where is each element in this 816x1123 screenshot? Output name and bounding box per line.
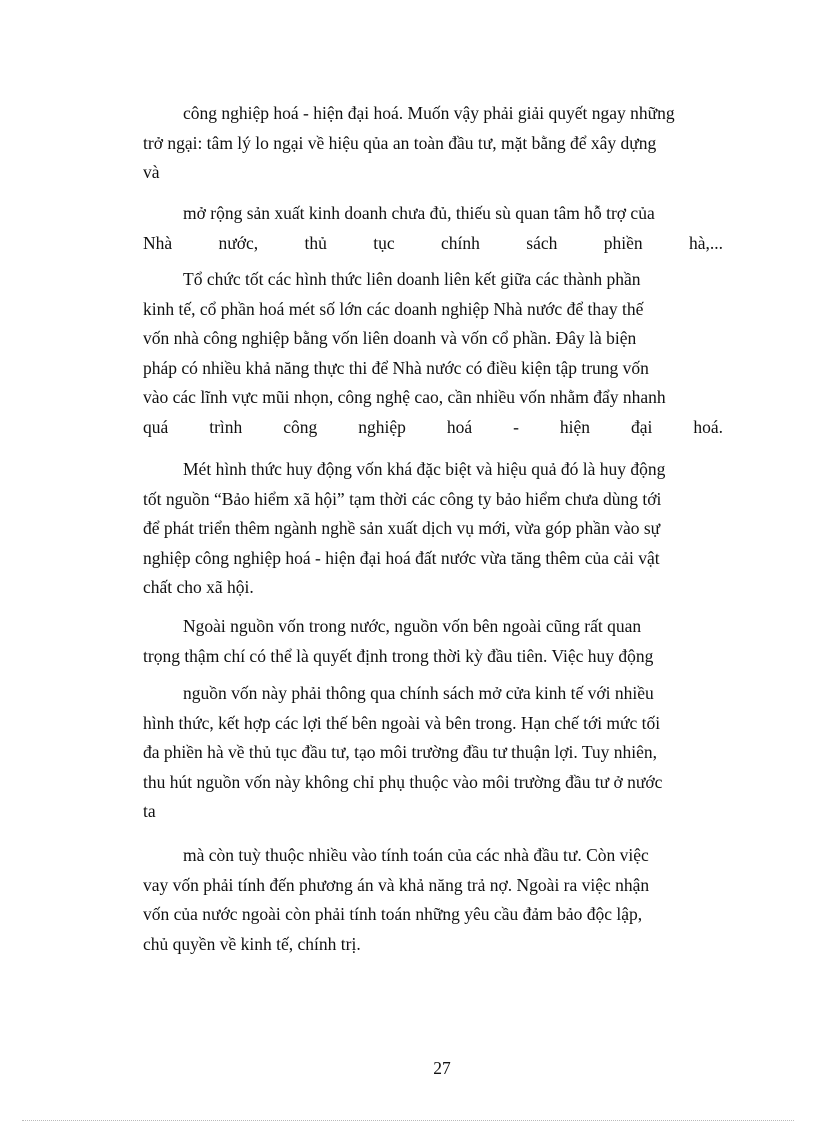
page-number: 27 [433, 1058, 451, 1078]
text-line: đa phiền hà về thủ tục đầu tư, tạo môi trường đầu tư thuận lợi. Tuy nhiên, [143, 742, 658, 762]
text-line: mở rộng sản xuất kinh doanh chưa đủ, thiếu sù quan tâm hỗ trợ của [183, 203, 655, 223]
text-line: ta [143, 801, 156, 821]
text-line: nghiệp công nghiệp hoá - hiện đại hoá đất nước vừa tăng thêm của cải vật [143, 547, 660, 568]
text-line: thu hút nguồn vốn này không chỉ phụ thuộc vào môi trường đầu tư ở nước [143, 771, 663, 792]
text-line: Tổ chức tốt các hình thức liên doanh liên kết giữa các thành phần [183, 269, 641, 289]
paragraph-3 [143, 265, 723, 442]
paragraph-6 [143, 679, 723, 827]
paragraph-5 [143, 612, 723, 671]
text-line: nguồn vốn này phải thông qua chính sách mở cửa kinh tế với nhiều [183, 683, 654, 703]
text-line: quá trình công nghiệp hoá - hiện đại hoá. [143, 416, 723, 437]
text-line: hình thức, kết hợp các lợi thế bên ngoài và bên trong. Hạn chế tới mức tối [143, 712, 661, 733]
text-line: Ngoài nguồn vốn trong nước, nguồn vốn bên ngoài cũng rất quan [183, 616, 642, 636]
text-line: chủ quyền về kinh tế, chính trị. [143, 933, 361, 954]
text-line: chất cho xã hội. [143, 577, 254, 597]
paragraph-2 [143, 199, 723, 258]
paragraph-7 [143, 841, 723, 959]
text-line: trở ngại: tâm lý lo ngại về hiệu qủa an toàn đầu tư, mặt bằng để xây dựng [143, 132, 657, 153]
paragraph-4 [143, 455, 723, 603]
text-line: Mét hình thức huy động vốn khá đặc biệt và hiệu quả đó là huy động [183, 459, 666, 479]
text-line: vốn nhà công nghiệp bằng vốn liên doanh và vốn cổ phần. Đây là biện [143, 328, 637, 348]
text-line: vào các lĩnh vực mũi nhọn, công nghệ cao, cần nhiều vốn nhằm đẩy nhanh [143, 387, 666, 407]
text-line: tốt nguồn “Bảo hiểm xã hội” tạm thời các công ty bảo hiểm chưa dùng tới [143, 488, 662, 509]
text-line: mà còn tuỳ thuộc nhiều vào tính toán của các nhà đầu tư. Còn việc [183, 845, 649, 865]
paragraph-1 [143, 99, 723, 188]
text-line: và [143, 162, 160, 182]
text-line: vốn của nước ngoài còn phải tính toán những yêu cầu đảm bảo độc lập, [143, 904, 643, 924]
text-line: Nhà nước, thủ tục chính sách phiền hà,... [143, 232, 723, 253]
text-line: vay vốn phải tính đến phương án và khả năng trả nợ. Ngoài ra việc nhận [143, 874, 650, 895]
page-bottom-divider [22, 1120, 794, 1121]
text-line: trọng thậm chí có thể là quyết định trong thời kỳ đầu tiên. Việc huy động [143, 645, 654, 666]
text-line: pháp có nhiều khả năng thực thi để Nhà nước có điều kiện tập trung vốn [143, 357, 649, 378]
text-line: kinh tế, cổ phần hoá mét số lớn các doanh nghiệp Nhà nước để thay thế [143, 298, 644, 319]
text-line: để phát triển thêm ngành nghề sản xuất dịch vụ mới, vừa góp phần vào sự [143, 518, 661, 538]
text-line: công nghiệp hoá - hiện đại hoá. Muốn vậy phải giải quyết ngay những [183, 103, 675, 123]
